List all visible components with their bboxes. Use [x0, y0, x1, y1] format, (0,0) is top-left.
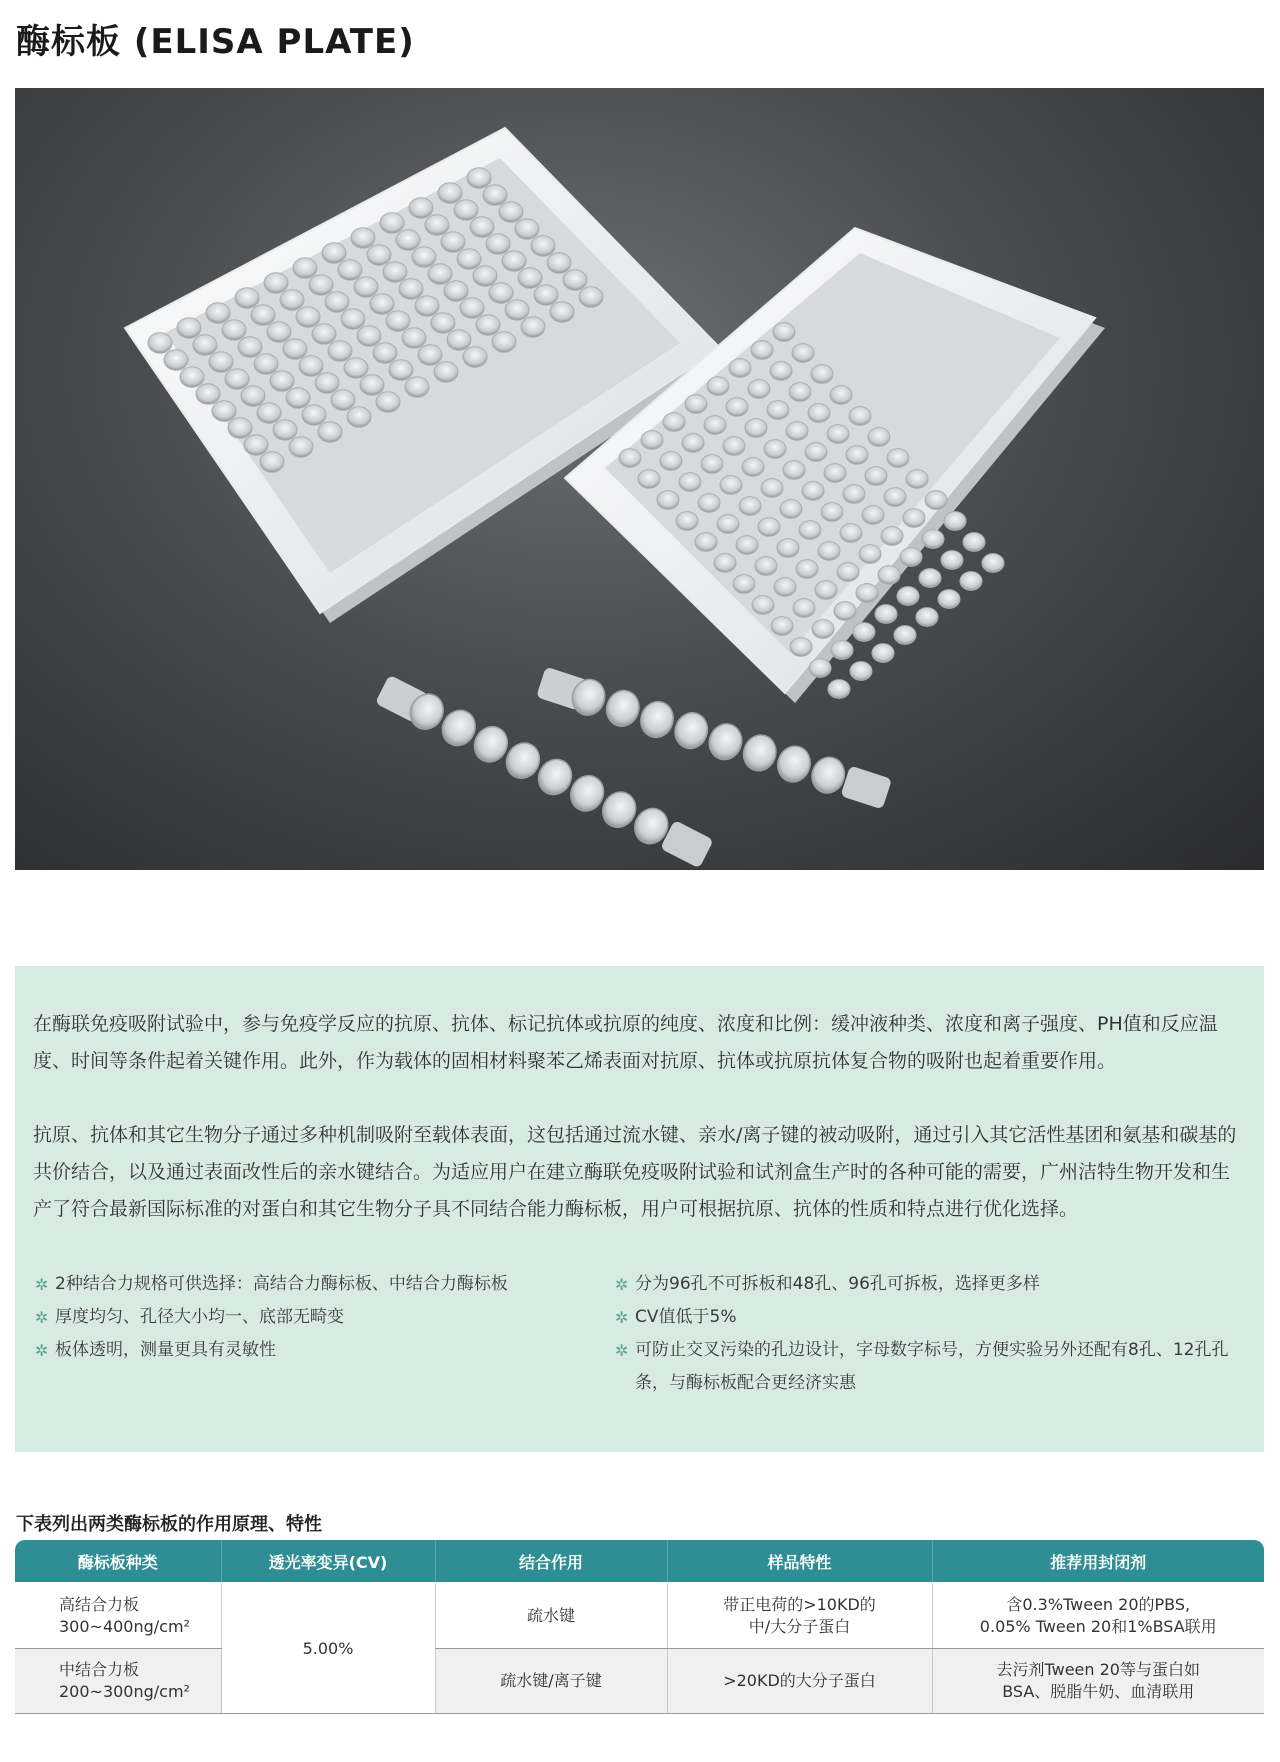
well [657, 491, 679, 510]
well [434, 362, 458, 382]
well [780, 500, 802, 519]
well [944, 512, 966, 531]
feature-item: ✲ 厚度均匀、孔径大小均一、底部无畸变 [35, 1301, 595, 1334]
well [742, 458, 764, 477]
well [660, 452, 682, 471]
well [196, 384, 220, 404]
star-bullet-icon: ✲ [615, 1308, 629, 1327]
well [701, 455, 723, 474]
well [960, 572, 982, 591]
well [164, 350, 188, 370]
strip-well [670, 709, 712, 753]
well [325, 292, 349, 312]
well [547, 253, 571, 273]
well [518, 268, 542, 288]
well [733, 575, 755, 594]
well [402, 328, 426, 348]
well [470, 217, 494, 237]
well [679, 473, 701, 492]
well [267, 322, 291, 342]
page-title: 酶标板 (ELISA PLATE) [16, 22, 415, 62]
well [312, 324, 336, 344]
well [193, 335, 217, 355]
well [827, 425, 849, 444]
well [222, 320, 246, 340]
features-left [35, 1268, 595, 1367]
well [241, 386, 265, 406]
well [299, 356, 323, 376]
well [922, 530, 944, 549]
well [212, 401, 236, 421]
well [238, 337, 262, 357]
well [425, 215, 449, 235]
star-bullet-icon: ✲ [615, 1341, 629, 1360]
well [447, 330, 471, 350]
well [774, 578, 796, 597]
well [383, 262, 407, 282]
well [853, 623, 875, 642]
well [739, 497, 761, 516]
well [793, 599, 815, 618]
well [707, 377, 729, 396]
well [809, 659, 831, 678]
star-bullet-icon: ✲ [35, 1275, 49, 1294]
well [280, 290, 304, 310]
well [859, 545, 881, 564]
well [389, 360, 413, 380]
well [386, 311, 410, 331]
strip-well [705, 720, 747, 764]
well [315, 373, 339, 393]
feature-item: ✲ 板体透明，测量更具有灵敏性 [35, 1334, 595, 1367]
well [894, 626, 916, 645]
well [771, 617, 793, 636]
strip-well [602, 686, 644, 730]
well [428, 264, 452, 284]
well [792, 344, 814, 363]
well [789, 383, 811, 402]
header-plate-type: 酶标板种类 [15, 1540, 221, 1583]
plate-spec-table [15, 1540, 1264, 1714]
well [802, 482, 824, 501]
well [502, 251, 526, 271]
well [499, 202, 523, 222]
well [862, 506, 884, 525]
well [849, 407, 871, 426]
well [360, 375, 384, 395]
well [963, 533, 985, 552]
well [726, 398, 748, 417]
well [563, 270, 587, 290]
well [682, 434, 704, 453]
well [761, 479, 783, 498]
features-right [615, 1268, 1245, 1400]
well [322, 243, 346, 263]
well [938, 590, 960, 609]
well [260, 452, 284, 472]
well [228, 418, 252, 438]
well [318, 422, 342, 442]
well [897, 587, 919, 606]
well [903, 509, 925, 528]
well [812, 620, 834, 639]
well [875, 605, 897, 624]
well [745, 419, 767, 438]
feature-item: ✲ CV值低于5% [615, 1301, 1245, 1334]
product-photo [15, 88, 1264, 870]
blocker-cell: 含0.3%Tween 20的PBS, 0.05% Tween 20和1%BSA联用 [932, 1583, 1264, 1649]
well [900, 548, 922, 567]
well [467, 168, 491, 188]
info-box [15, 966, 1264, 1452]
well [148, 333, 172, 353]
binding-cell: 疏水键/离子键 [435, 1649, 667, 1714]
well [293, 258, 317, 278]
well [796, 560, 818, 579]
well [347, 407, 371, 427]
well [296, 307, 320, 327]
well [887, 449, 909, 468]
table-title: 下表列出两类酶标板的作用原理、特性 [16, 1514, 322, 1535]
well [476, 315, 500, 335]
well [638, 470, 660, 489]
well [431, 313, 455, 333]
well [309, 275, 333, 295]
well [704, 416, 726, 435]
well [872, 644, 894, 663]
well [444, 281, 468, 301]
well [770, 362, 792, 381]
well [264, 273, 288, 293]
well [641, 431, 663, 450]
well [367, 245, 391, 265]
well [856, 584, 878, 603]
table-row [15, 1649, 1264, 1714]
strip-well [773, 742, 815, 786]
well [830, 386, 852, 405]
well [717, 515, 739, 534]
well [790, 638, 812, 657]
well [550, 302, 574, 322]
well [380, 213, 404, 233]
well [663, 413, 685, 432]
well [916, 608, 938, 627]
cv-cell: 5.00% [221, 1583, 435, 1714]
well [302, 405, 326, 425]
well [755, 557, 777, 576]
well [881, 527, 903, 546]
star-bullet-icon: ✲ [615, 1275, 629, 1294]
sample-cell: 带正电荷的>10KD的 中/大分子蛋白 [667, 1583, 932, 1649]
well [811, 365, 833, 384]
well [846, 446, 868, 465]
well [441, 232, 465, 252]
well [396, 230, 420, 250]
well [831, 641, 853, 660]
well [206, 303, 230, 323]
intro-paragraph-2: 抗原、抗体和其它生物分子通过多种机制吸附至载体表面，这包括通过流水键、亲水/离子键的被动吸附，通过引入其它活性基团和氨基和碳基的共价结合，以及通过表面改性后的亲水键结合。为适应用户在建立酶联免疫吸附试验和试剂盒生产时的各种可能的需要，广州洁特生物开发和生产了符合最新国际标准的对蛋白和其它生物分子具不同结合能力酶标板，用户可根据抗原、抗体的性质和特点进行优化选择。 [33, 1124, 1237, 1220]
well [235, 288, 259, 308]
well [489, 283, 513, 303]
well [824, 464, 846, 483]
strip-well [739, 731, 781, 775]
well [764, 440, 786, 459]
well [486, 234, 510, 254]
well [818, 542, 840, 561]
header-blocker: 推荐用封闭剂 [932, 1540, 1264, 1583]
well [786, 422, 808, 441]
well [865, 467, 887, 486]
well [492, 332, 516, 352]
well [843, 485, 865, 504]
well [884, 488, 906, 507]
well [834, 602, 856, 621]
well [473, 266, 497, 286]
header-sample: 样品特性 [667, 1540, 932, 1583]
well [438, 183, 462, 203]
well [925, 491, 947, 510]
strip-well [636, 697, 678, 741]
well [463, 347, 487, 367]
well [736, 536, 758, 555]
well [273, 420, 297, 440]
well [840, 524, 862, 543]
well [919, 569, 941, 588]
plate-type-cell: 高结合力板 300~400ng/cm² [15, 1583, 221, 1649]
well [483, 185, 507, 205]
well [399, 279, 423, 299]
blocker-cell: 去污剂Tween 20等与蛋白如 BSA、脱脂牛奶、血清联用 [932, 1649, 1264, 1714]
well [805, 443, 827, 462]
well [723, 437, 745, 456]
well [418, 345, 442, 365]
well [828, 680, 850, 699]
well [751, 341, 773, 360]
well [695, 533, 717, 552]
well [351, 228, 375, 248]
well [698, 494, 720, 513]
well [209, 352, 233, 372]
well [579, 287, 603, 307]
well [752, 596, 774, 615]
table-row [15, 1583, 1264, 1649]
table-header-row [15, 1540, 1264, 1583]
well [676, 512, 698, 531]
well [758, 518, 780, 537]
well [767, 401, 789, 420]
well [257, 403, 281, 423]
well [289, 437, 313, 457]
well-strips [374, 665, 893, 870]
well [177, 318, 201, 338]
well [409, 198, 433, 218]
well [777, 539, 799, 558]
well [270, 371, 294, 391]
well [982, 554, 1004, 573]
well [354, 277, 378, 297]
well [415, 296, 439, 316]
well [714, 554, 736, 573]
well [799, 521, 821, 540]
well [251, 305, 275, 325]
well [878, 566, 900, 585]
well [338, 260, 362, 280]
well [180, 367, 204, 387]
well [244, 435, 268, 455]
plate-type-cell: 中结合力板 200~300ng/cm² [15, 1649, 221, 1714]
elisa-plates-illustration [15, 88, 1264, 870]
intro-paragraph-1: 在酶联免疫吸附试验中，参与免疫学反应的抗原、抗体、标记抗体或抗原的纯度、浓度和比例：缓冲液种类、浓度和离子强度、PH值和反应温度、时间等条件起着关键作用。此外，作为载体的固相材料聚苯乙烯表面对抗原、抗体或抗原抗体复合物的吸附也起着重要作用。 [33, 1013, 1218, 1072]
well [837, 563, 859, 582]
well [457, 249, 481, 269]
feature-item: ✲ 2种结合力规格可供选择：高结合力酶标板、中结合力酶标板 [35, 1268, 595, 1301]
binding-cell: 疏水键 [435, 1583, 667, 1649]
well [460, 298, 484, 318]
well [225, 369, 249, 389]
header-binding: 结合作用 [435, 1540, 667, 1583]
sample-cell: >20KD的大分子蛋白 [667, 1649, 932, 1714]
feature-item: ✲ 可防止交叉污染的孔边设计，字母数字标号，方便实验另外还配有8孔、12孔孔条，与酶标板配合更经济实惠 [615, 1334, 1245, 1400]
well [344, 358, 368, 378]
well [370, 294, 394, 314]
well [941, 551, 963, 570]
well [720, 476, 742, 495]
well [254, 354, 278, 374]
well [357, 326, 381, 346]
well [534, 285, 558, 305]
well [331, 390, 355, 410]
star-bullet-icon: ✲ [35, 1308, 49, 1327]
star-bullet-icon: ✲ [35, 1341, 49, 1360]
well [531, 236, 555, 256]
well [619, 449, 641, 468]
well [773, 323, 795, 342]
well [454, 200, 478, 220]
well [783, 461, 805, 480]
well [373, 343, 397, 363]
well [286, 388, 310, 408]
well [328, 341, 352, 361]
well [685, 395, 707, 414]
well [405, 377, 429, 397]
well [808, 404, 830, 423]
well [376, 392, 400, 412]
well [515, 219, 539, 239]
well [341, 309, 365, 329]
well [412, 247, 436, 267]
well [748, 380, 770, 399]
header-cv: 透光率变异(CV) [221, 1540, 435, 1583]
well [906, 470, 928, 489]
well [283, 339, 307, 359]
well [815, 581, 837, 600]
well [521, 317, 545, 337]
well [821, 503, 843, 522]
well [850, 662, 872, 681]
feature-item: ✲ 分为96孔不可拆板和48孔、96孔可拆板，选择更多样 [615, 1268, 1245, 1301]
well [868, 428, 890, 447]
well [505, 300, 529, 320]
well [729, 359, 751, 378]
